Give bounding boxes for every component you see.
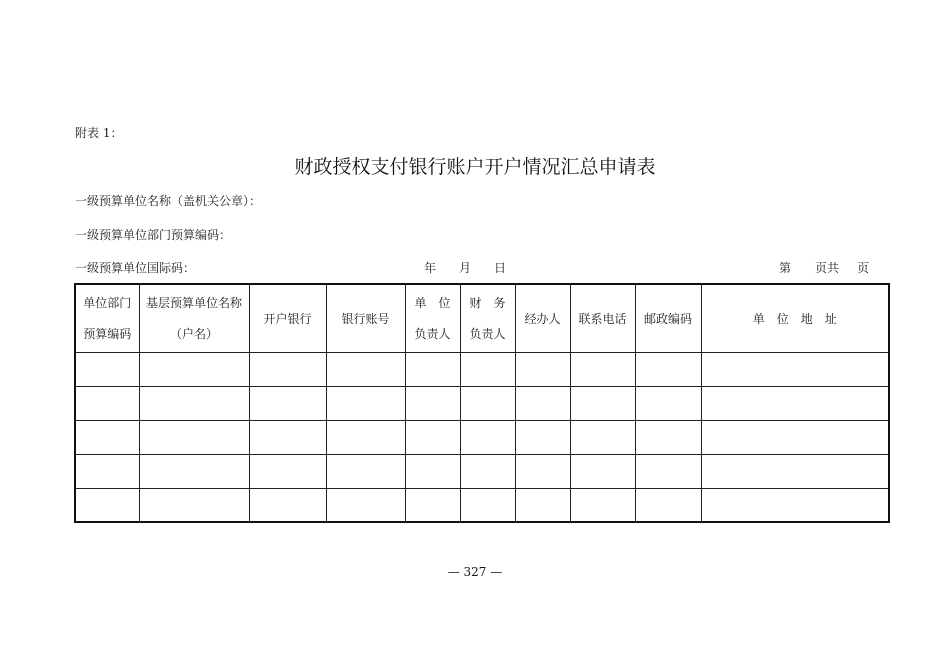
page-prefix: 第 <box>779 261 792 275</box>
table-cell[interactable] <box>326 386 405 420</box>
table-cell[interactable] <box>635 420 701 454</box>
table-cell[interactable] <box>326 352 405 386</box>
table-cell[interactable] <box>405 420 460 454</box>
header-handler: 经办人 <box>515 284 570 352</box>
header-finance-head: 财 务 负责人 <box>460 284 515 352</box>
table-cell[interactable] <box>515 352 570 386</box>
table-cell[interactable] <box>515 386 570 420</box>
table-cell[interactable] <box>405 352 460 386</box>
date-month: 月 <box>459 261 472 275</box>
table-cell[interactable] <box>326 454 405 488</box>
table-cell[interactable] <box>139 386 249 420</box>
header-postcode: 邮政编码 <box>635 284 701 352</box>
table-cell[interactable] <box>701 352 889 386</box>
table-cell[interactable] <box>405 454 460 488</box>
table-cell[interactable] <box>701 386 889 420</box>
table-cell[interactable] <box>460 386 515 420</box>
table-cell[interactable] <box>570 420 635 454</box>
table-cell[interactable] <box>515 454 570 488</box>
table-cell[interactable] <box>635 488 701 522</box>
table-cell[interactable] <box>635 386 701 420</box>
table-cell[interactable] <box>75 420 139 454</box>
table-cell[interactable] <box>326 488 405 522</box>
intl-code-field: 一级预算单位国际码： <box>75 261 196 275</box>
header-unit-head: 单 位 负责人 <box>405 284 460 352</box>
table-cell[interactable] <box>249 420 326 454</box>
table-cell[interactable] <box>570 488 635 522</box>
annex-label: 附表 1： <box>75 126 123 140</box>
table-cell[interactable] <box>249 488 326 522</box>
date-year: 年 <box>424 261 437 275</box>
table-cell[interactable] <box>460 352 515 386</box>
table-row <box>75 420 889 454</box>
table-cell[interactable] <box>635 454 701 488</box>
table-cell[interactable] <box>570 352 635 386</box>
table-cell[interactable] <box>405 386 460 420</box>
table-row <box>75 386 889 420</box>
table-cell[interactable] <box>405 488 460 522</box>
unit-name-field: 一级预算单位名称（盖机关公章）： <box>75 194 262 208</box>
table-cell[interactable] <box>570 386 635 420</box>
table-cell[interactable] <box>460 488 515 522</box>
table-row <box>75 488 889 522</box>
table-cell[interactable] <box>701 420 889 454</box>
table-cell[interactable] <box>75 352 139 386</box>
date-line <box>424 259 506 276</box>
table-cell[interactable] <box>460 420 515 454</box>
page-title: 财政授权支付银行账户开户情况汇总申请表 <box>294 156 656 178</box>
header-base-unit-name: 基层预算单位名称 （户名） <box>139 284 249 352</box>
application-table <box>74 283 890 523</box>
table-cell[interactable] <box>635 352 701 386</box>
table-cell[interactable] <box>139 352 249 386</box>
table-cell[interactable] <box>249 386 326 420</box>
header-address: 单 位 地 址 <box>701 284 889 352</box>
table-cell[interactable] <box>460 454 515 488</box>
page-info <box>779 259 869 276</box>
table-body <box>75 352 889 522</box>
table-cell[interactable] <box>75 386 139 420</box>
table-cell[interactable] <box>570 454 635 488</box>
table-cell[interactable] <box>326 420 405 454</box>
table-cell[interactable] <box>515 420 570 454</box>
page-mid: 页共 <box>815 261 840 275</box>
table-row <box>75 454 889 488</box>
header-bank: 开户银行 <box>249 284 326 352</box>
table-cell[interactable] <box>139 454 249 488</box>
table-cell[interactable] <box>249 352 326 386</box>
page-number: — 327 — <box>447 565 503 579</box>
table-cell[interactable] <box>249 454 326 488</box>
table-cell[interactable] <box>139 488 249 522</box>
page-suffix: 页 <box>857 261 870 275</box>
table-cell[interactable] <box>75 454 139 488</box>
table-cell[interactable] <box>701 454 889 488</box>
table-row <box>75 352 889 386</box>
header-dept-code: 单位部门 预算编码 <box>75 284 139 352</box>
table-cell[interactable] <box>701 488 889 522</box>
table-cell[interactable] <box>139 420 249 454</box>
header-phone: 联系电话 <box>570 284 635 352</box>
dept-code-field: 一级预算单位部门预算编码： <box>75 228 232 242</box>
table-cell[interactable] <box>515 488 570 522</box>
header-account: 银行账号 <box>326 284 405 352</box>
table-header-row <box>75 284 889 352</box>
date-day: 日 <box>494 261 507 275</box>
table-cell[interactable] <box>75 488 139 522</box>
